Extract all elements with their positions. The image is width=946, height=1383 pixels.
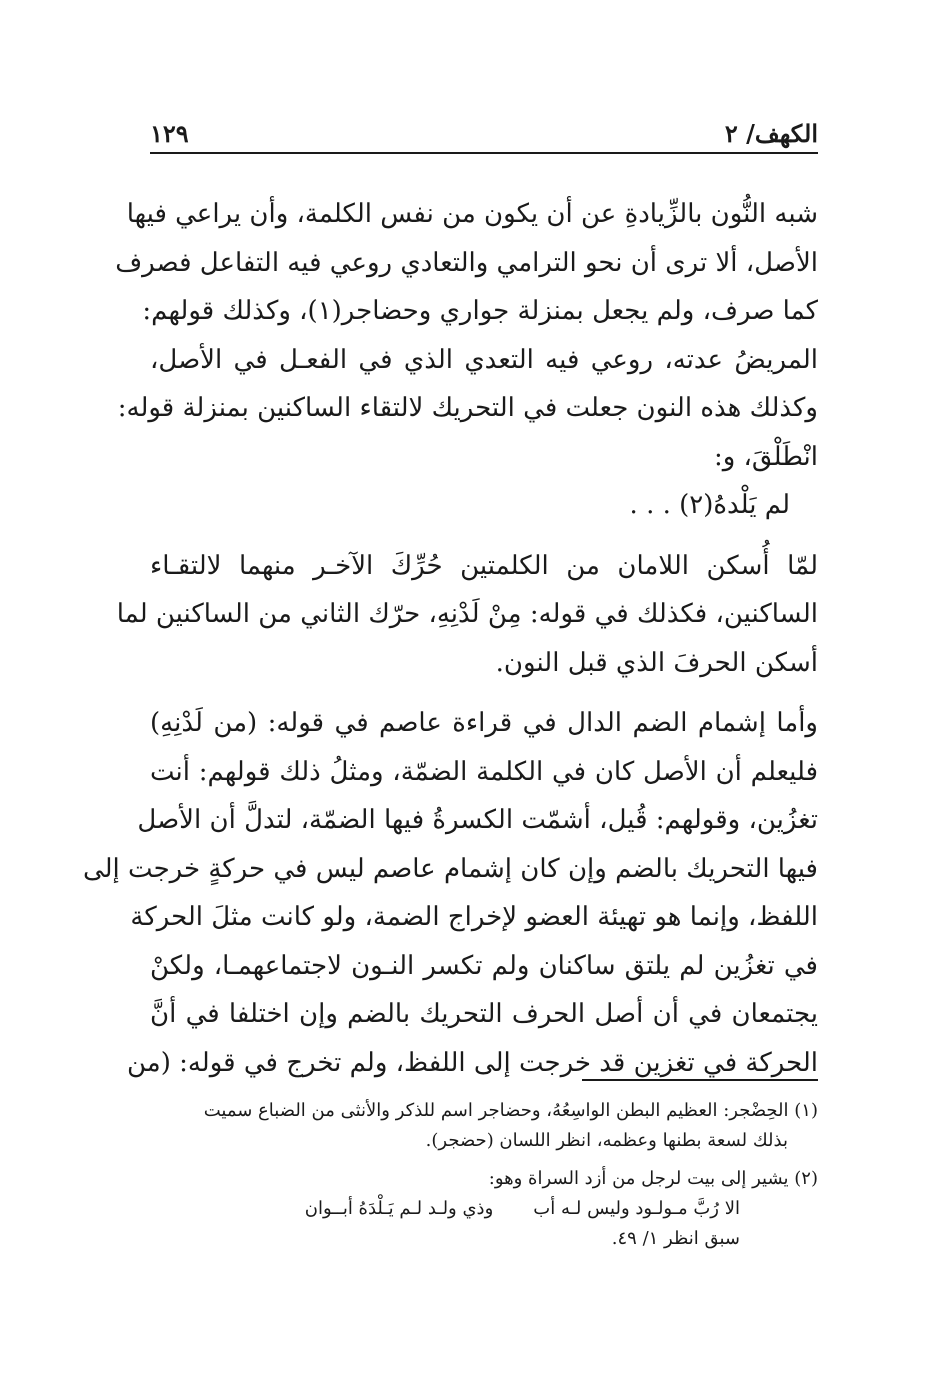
text-line: وأما إشمام الضم الدال في قراءة عاصم في قوله: (من لَدْنِهِ): [150, 708, 818, 738]
main-text: [82, 190, 818, 1087]
text-line: كما صرف، ولم يجعل بمنزلة جواري وحضاجر(١)، وكذلك قولهم:: [142, 296, 818, 326]
verse-hemistich-2: وذي ولـد لـم يَـلْدَهُ أبــوان: [304, 1198, 494, 1219]
page-number: ١٢٩: [150, 119, 189, 148]
running-title: الكهف/ ٢: [724, 119, 818, 148]
footnote-2-reference: سبق انظر ١/ ٤٩.: [611, 1228, 740, 1249]
document-page: [82, 0, 818, 1383]
footnote-2: [150, 1164, 818, 1254]
text-line: اللفظ، وإنما هو تهيئة العضو لإخراج الضمة، ولو كانت مثلَ الحركة: [130, 902, 818, 932]
text-line: في تغزُين لم يلتق ساكنان ولم تكسر النـون لاجتماعهمـا، ولكنْ: [150, 950, 818, 981]
text-line: الحركة في تغزين قد خرجت إلى اللفظ، ولم تخرج في قوله: (من: [126, 1047, 818, 1078]
paragraph-1: [115, 190, 818, 481]
text-line: المريضُ عدته، روعي فيه التعدي الذي في الفعـل في الأصل،: [150, 344, 818, 375]
paragraph-3: [82, 699, 818, 1087]
text-line: يجتمعان في أن أصل الحرف التحريك بالضم وإن اختلفا في أنَّ: [150, 999, 818, 1029]
text-line: تغزُين، وقولهم: قُيل، أشمّت الكسرةُ فيها الضمّة، لتدلَّ أن الأصل: [137, 805, 818, 835]
verse-hemistich-1: الا رُبَّ مـولـود وليس لـه أب: [533, 1198, 740, 1219]
text-line: أسكن الحرفَ الذي قبل النون.: [495, 647, 818, 678]
footnote-1: [150, 1096, 818, 1156]
text-line: شبه النُّون بالزِّيادةِ عن أن يكون من نفس الكلمة، وأن يراعي فيها: [126, 199, 818, 229]
text-line: لمّا أُسكن اللامان من الكلمتين حُرِّكَ الآخـر منهما لالتقـاء: [150, 550, 818, 581]
text-line: انْطَلْقَ، و:: [713, 441, 818, 472]
footnote-2-verse: [150, 1194, 818, 1224]
footnote-1-line: (١) الحِضْجر: العظيم البطن الواسِعُهُ، وحضاجر اسم للذكر والأنثى من الضباع سميت: [203, 1100, 818, 1121]
text-line: الساكنين، فكذلك في قوله: مِنْ لَدْنِهِ، حرّك الثاني من الساكنين لما: [116, 599, 818, 629]
footnotes: [150, 1096, 818, 1254]
text-line: وكذلك هذه النون جعلت في التحريك لالتقاء الساكنين بمنزلة قوله:: [117, 393, 818, 423]
page-header: [150, 112, 818, 148]
header-rule: [150, 152, 818, 154]
text-line: الأصل، ألا ترى أن نحو الترامي والتعادي روعي فيه التفاعل فصرف: [115, 247, 818, 278]
text-line: فيها التحريك بالضم وإن كان إشمام عاصم ليس في حركةٍ خرجت إلى: [82, 853, 818, 884]
footnote-2-intro: (٢) يشير إلى بيت لرجل من أزد السراة وهو:: [488, 1168, 818, 1189]
text-line: فليعلم أن الأصل كان في الكلمة الضمّة، ومثلُ ذلك قولهم: أنت: [150, 756, 818, 787]
paragraph-2: [116, 542, 818, 688]
footnote-1-continuation: بذلك لسعة بطنها وعظمه، انظر اللسان (حضجر).: [425, 1130, 788, 1151]
footnote-rule: [582, 1079, 818, 1081]
verse-quote: لم يَلْدهُ(٢) . . .: [629, 490, 790, 520]
